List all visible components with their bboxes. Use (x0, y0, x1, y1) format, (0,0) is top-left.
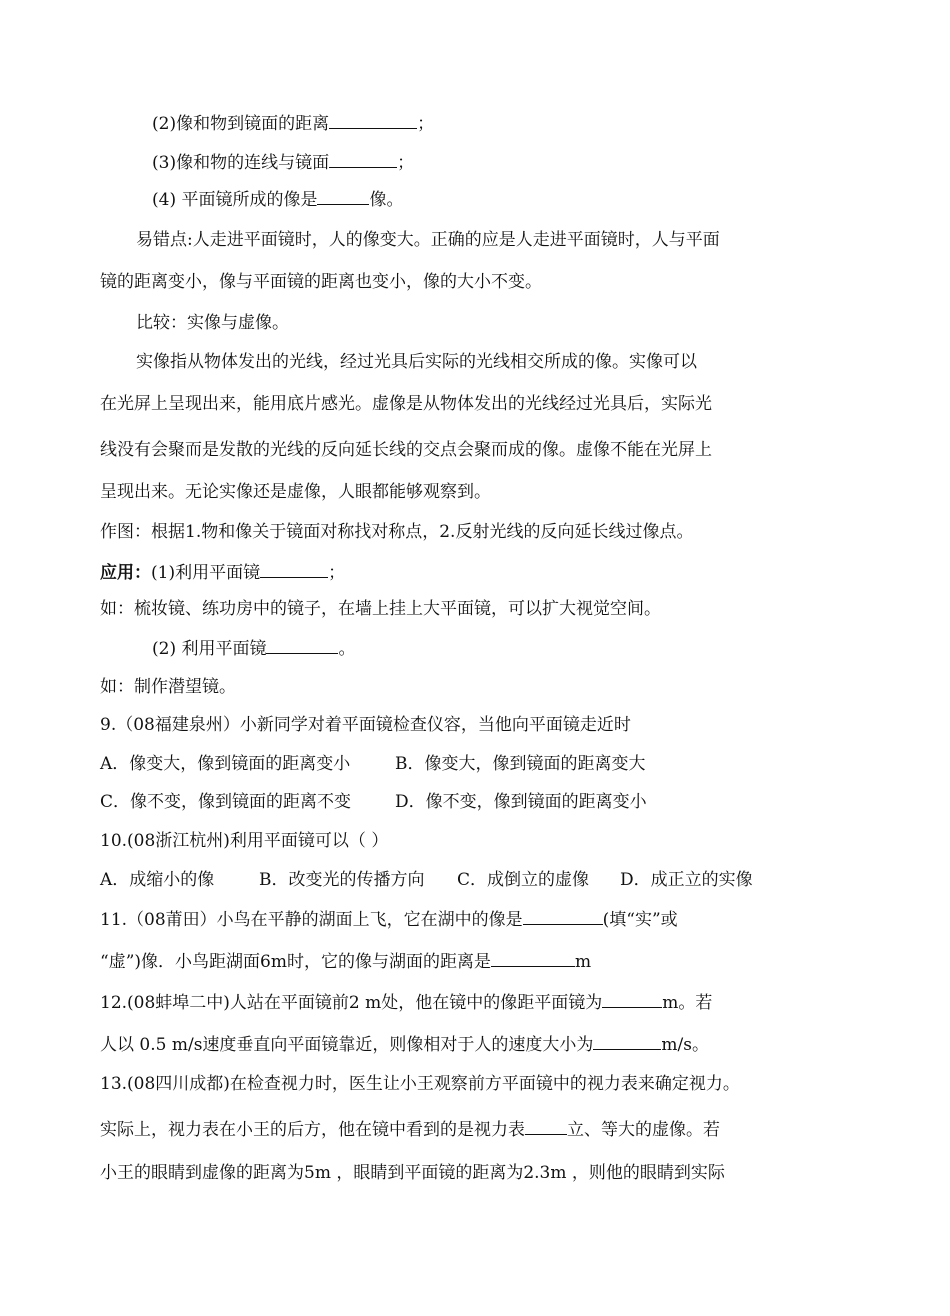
answer-blank[interactable] (491, 950, 575, 967)
question-11-text-3: “虚”)像．小鸟距湖面6m时，它的像与湖面的距离是 (100, 952, 491, 972)
application-2-text: (2) 利用平面镜 (152, 639, 267, 659)
mistake-line-2: 镜的距离变小，像与平面镜的距离也变小，像的大小不变。 (100, 272, 542, 292)
question-12-text-4: m/s。 (661, 1035, 709, 1055)
mistake-line-1: 易错点:人走进平面镜时，人的像变大。正确的应是人走进平面镜时，人与平面 (136, 230, 720, 250)
question-9-option-d: D．像不变，像到镜面的距离变小 (395, 792, 647, 812)
answer-blank[interactable] (593, 1033, 661, 1050)
question-11-text-2: (填“实”或 (602, 910, 678, 930)
answer-blank[interactable] (525, 1118, 567, 1135)
question-11-line-2 (100, 950, 591, 973)
question-12-line-2 (100, 1033, 709, 1056)
item-4 (152, 188, 403, 211)
item-4-end: 像。 (369, 190, 404, 210)
question-9-stem: 9.（08福建泉州）小新同学对着平面镜检查仪容，当他向平面镜走近时 (100, 715, 631, 735)
answer-blank[interactable] (260, 561, 328, 578)
question-9-option-a: A．像变大，像到镜面的距离变小 (100, 754, 351, 774)
question-9-option-b: B．像变大，像到镜面的距离变大 (395, 754, 646, 774)
item-4-text: (4) 平面镜所成的像是 (152, 190, 318, 210)
item-2-text: (2)像和物到镜面的距离 (152, 114, 330, 134)
item-2-end: ； (417, 114, 435, 134)
compare-line-4: 呈现出来。无论实像还是虚像，人眼都能够观察到。 (100, 482, 491, 502)
answer-blank[interactable] (523, 908, 603, 925)
application-1-end: ； (328, 563, 346, 583)
item-3-text: (3)像和物的连线与镜面 (152, 153, 330, 173)
item-3 (152, 151, 414, 174)
item-2 (152, 112, 434, 135)
question-10-option-c: C．成倒立的虚像 (457, 870, 590, 890)
example-2: 如：制作潜望镜。 (100, 677, 236, 697)
question-10-option-d: D．成正立的实像 (620, 870, 753, 890)
question-13-text-1: 实际上，视力表在小王的后方，他在镜中看到的是视力表 (100, 1120, 525, 1140)
question-11-text-1: 11.（08莆田）小鸟在平静的湖面上飞，它在湖中的像是 (100, 910, 523, 930)
question-13-text-2: 立、等大的虚像。若 (567, 1120, 720, 1140)
compare-line-3: 线没有会聚而是发散的光线的反向延长线的交点会聚而成的像。虚像不能在光屏上 (100, 440, 712, 460)
application-2 (152, 637, 355, 660)
answer-blank[interactable] (317, 188, 369, 205)
question-11-line-1 (100, 908, 678, 931)
answer-blank[interactable] (329, 112, 417, 129)
answer-blank[interactable] (266, 637, 338, 654)
question-12-text-3: 人以 0.5 m/s速度垂直向平面镜靠近，则像相对于人的速度大小为 (100, 1035, 594, 1055)
compare-line-1: 实像指从物体发出的光线，经过光具后实际的光线相交所成的像。实像可以 (136, 352, 697, 372)
question-13-line-3: 小王的眼睛到虚像的距离为5m ，眼睛到平面镜的距离为2.3m ，则他的眼睛到实际 (100, 1163, 725, 1183)
question-11-text-4: m (574, 952, 592, 972)
compare-title: 比较：实像与虚像。 (136, 313, 289, 333)
application-1 (100, 561, 345, 584)
question-10-stem: 10.(08浙江杭州)利用平面镜可以（ ） (100, 831, 389, 851)
application-1-text: (1)利用平面镜 (151, 563, 261, 583)
question-12-text-2: m。若 (662, 993, 713, 1013)
question-13-line-1: 13.(08四川成都)在检查视力时，医生让小王观察前方平面镜中的视力表来确定视力。 (100, 1074, 740, 1094)
question-9-option-c: C．像不变，像到镜面的距离不变 (100, 792, 352, 812)
application-2-end: 。 (338, 639, 356, 659)
application-label: 应用： (100, 563, 151, 583)
answer-blank[interactable] (602, 991, 662, 1008)
question-12-text-1: 12.(08蚌埠二中)人站在平面镜前2 m处，他在镜中的像距平面镜为 (100, 993, 603, 1013)
question-12-line-1 (100, 991, 712, 1014)
question-13-line-2 (100, 1118, 720, 1141)
example-1: 如：梳妆镜、练功房中的镜子，在墙上挂上大平面镜，可以扩大视觉空间。 (100, 599, 661, 619)
answer-blank[interactable] (329, 151, 397, 168)
question-10-option-a: A．成缩小的像 (100, 870, 215, 890)
question-10-option-b: B．改变光的传播方向 (259, 870, 425, 890)
item-3-end: ； (397, 153, 415, 173)
drawing-instruction: 作图：根据1.物和像关于镜面对称找对称点，2.反射光线的反向延长线过像点。 (100, 522, 694, 542)
compare-line-2: 在光屏上呈现出来，能用底片感光。虚像是从物体发出的光线经过光具后，实际光 (100, 394, 712, 414)
